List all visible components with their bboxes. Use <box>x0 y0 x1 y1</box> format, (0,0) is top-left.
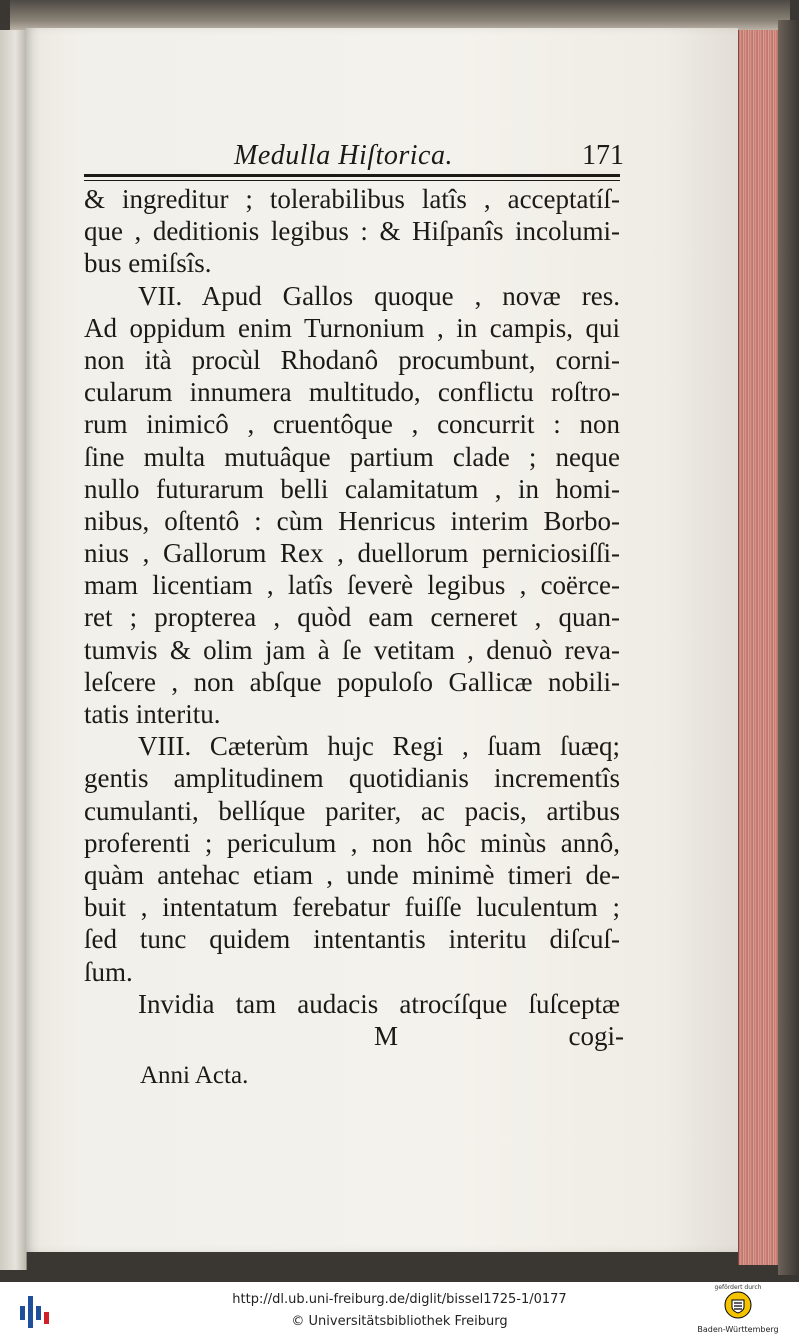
text-line: que , deditionis legibus : & Hiſpanîs incolumi- <box>84 216 620 247</box>
page-header <box>84 140 624 174</box>
text-line: Ad oppidum enim Turnonium , in campis, qui <box>84 312 620 343</box>
viewer-footer <box>0 1282 799 1338</box>
text-line: mam licentiam , latîs ſeverè legibus , coërce- <box>84 570 620 601</box>
sponsor-label: gefördert durch <box>714 1284 762 1291</box>
book-cover-edge <box>778 20 799 1275</box>
text-line: VII. Apud Gallos quoque , novæ res. <box>138 280 620 311</box>
catchword: cogi- <box>568 1020 624 1051</box>
text-line: nullo futurarum belli calamitatum , in homi- <box>84 473 620 504</box>
header-rule-thin <box>84 180 620 181</box>
text-line: nius , Gallorum Rex , duellorum perniciosiſſi- <box>84 538 620 569</box>
sponsor-name: Baden-Württemberg <box>697 1325 779 1334</box>
bottom-note: Anni Acta. <box>140 1061 249 1089</box>
text-line: & ingreditur ; tolerabilibus latîs , acceptatíſ- <box>84 184 620 214</box>
text-line: rum inimicô , cruentôque , concurrit : non <box>84 409 620 440</box>
text-line: non ità procùl Rhodanô procumbunt, corni- <box>84 344 620 375</box>
text-line: cularum innumera multitudo, conflictu roſtro- <box>84 377 620 408</box>
text-line: Invidia tam audacis atrocíſque ſuſceptæ <box>138 988 620 1019</box>
permalink-url[interactable]: http://dl.ub.uni-freiburg.de/diglit/bissel1725-1/0177 <box>232 1292 567 1307</box>
text-line: ret ; propterea , quòd eam cerneret , quan- <box>84 602 620 633</box>
text-line: buit , intentatum ferebatur fuiſſe luculentum ; <box>84 892 620 923</box>
text-line: nibus, oſtentô : cùm Henricus interim Borbo- <box>84 505 620 536</box>
page-text <box>84 140 624 1092</box>
catch-line <box>84 1020 624 1054</box>
signature-mark: M <box>374 1020 399 1051</box>
text-line: tatis interitu. <box>84 699 221 729</box>
page-block-edges <box>738 30 779 1265</box>
text-line: cumulanti, bellíque pariter, ac pacis, artibus <box>84 795 620 826</box>
text-line: quàm antehac etiam , unde minimè timeri de- <box>84 859 620 890</box>
header-rule <box>84 174 620 177</box>
sponsor-logo[interactable] <box>688 1284 788 1336</box>
text-line: VIII. Cæterùm hujc Regi , ſuam ſuæq; <box>138 731 620 762</box>
text-line: bus emiſsîs. <box>84 248 212 279</box>
page-number: 171 <box>582 140 624 171</box>
baden-wuerttemberg-crest-icon <box>724 1291 752 1319</box>
copyright-notice: © Universitätsbibliothek Freiburg <box>291 1314 508 1329</box>
text-line: proferenti ; periculum , non hôc minùs annô, <box>84 827 620 858</box>
text-line: ſum. <box>84 956 133 987</box>
text-line: tumvis & olim jam à ſe vetitam , denuò reva- <box>84 634 620 665</box>
text-line: gentis amplitudinem quotidianis incrementîs <box>84 763 620 794</box>
book-top-edge <box>10 0 790 30</box>
text-line: ſed tunc quidem intentantis interitu diſcuſ- <box>84 924 620 955</box>
running-head: Medulla Hiſtorica. <box>234 140 453 171</box>
left-page-edge <box>0 30 27 1270</box>
text-line: leſcere , non abſque populoſo Gallicæ nobili- <box>84 666 620 697</box>
text-line: ſine multa mutuâque partium clade ; neque <box>84 441 620 472</box>
